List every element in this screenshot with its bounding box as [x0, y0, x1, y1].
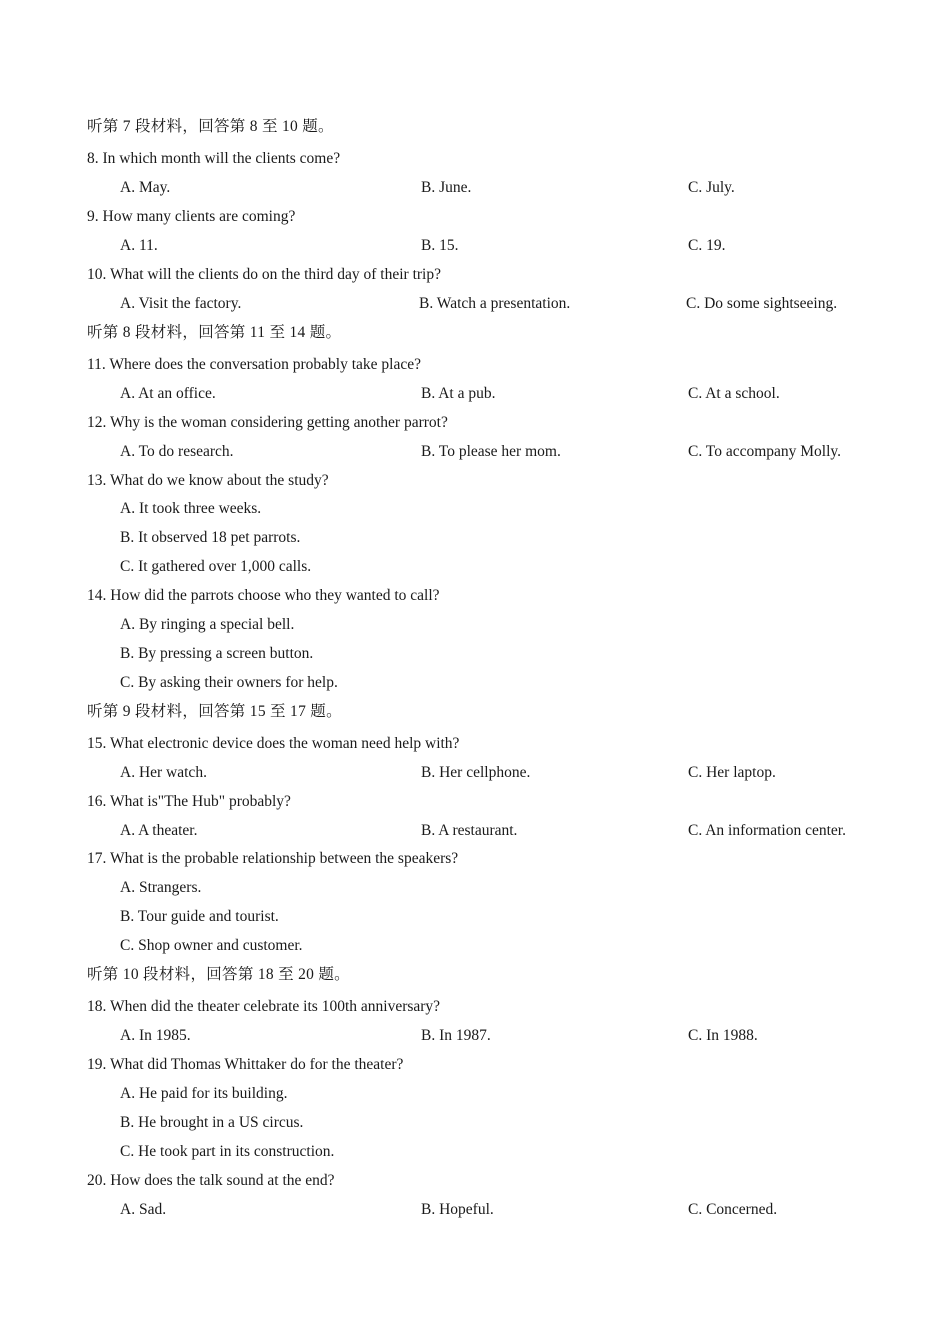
- question-9-option-c: C. 19.: [688, 237, 726, 254]
- question-9-option-a: A. 11.: [120, 237, 158, 254]
- question-20-option-c: C. Concerned.: [688, 1201, 778, 1218]
- question-19-option-b: B. He brought in a US circus.: [120, 1114, 304, 1131]
- section-heading-10: 听第 10 段材料，回答第 18 至 20 题。: [87, 966, 350, 983]
- question-13-stem: 13. What do we know about the study?: [87, 472, 329, 489]
- question-18-stem: 18. When did the theater celebrate its 100th anniversary?: [87, 998, 441, 1015]
- question-9-option-b: B. 15.: [421, 237, 459, 254]
- question-19-option-a: A. He paid for its building.: [120, 1085, 288, 1102]
- question-10-stem: 10. What will the clients do on the third day of their trip?: [87, 266, 441, 283]
- section-heading-9: 听第 9 段材料，回答第 15 至 17 题。: [87, 703, 342, 720]
- question-13-option-a: A. It took three weeks.: [120, 500, 262, 517]
- question-8-option-a: A. May.: [120, 179, 171, 196]
- question-11-option-c: C. At a school.: [688, 385, 780, 402]
- question-18-option-a: A. In 1985.: [120, 1027, 191, 1044]
- question-12-option-a: A. To do research.: [120, 443, 234, 460]
- question-15-option-a: A. Her watch.: [120, 764, 207, 781]
- question-10-option-a: A. Visit the factory.: [120, 295, 242, 312]
- question-14-option-a: A. By ringing a special bell.: [120, 616, 295, 633]
- section-heading-8: 听第 8 段材料，回答第 11 至 14 题。: [87, 324, 342, 341]
- question-17-option-c: C. Shop owner and customer.: [120, 937, 303, 954]
- section-heading-7: 听第 7 段材料，回答第 8 至 10 题。: [87, 118, 334, 135]
- question-10-option-c: C. Do some sightseeing.: [686, 295, 838, 312]
- question-20-option-b: B. Hopeful.: [421, 1201, 494, 1218]
- question-16-option-a: A. A theater.: [120, 822, 198, 839]
- question-13-option-b: B. It observed 18 pet parrots.: [120, 529, 301, 546]
- question-15-option-c: C. Her laptop.: [688, 764, 776, 781]
- question-15-option-b: B. Her cellphone.: [421, 764, 531, 781]
- question-20-stem: 20. How does the talk sound at the end?: [87, 1172, 335, 1189]
- question-8-option-c: C. July.: [688, 179, 735, 196]
- question-20-option-a: A. Sad.: [120, 1201, 167, 1218]
- question-9-stem: 9. How many clients are coming?: [87, 208, 296, 225]
- question-14-stem: 14. How did the parrots choose who they wanted to call?: [87, 587, 440, 604]
- question-18-option-b: B. In 1987.: [421, 1027, 491, 1044]
- question-12-option-c: C. To accompany Molly.: [688, 443, 842, 460]
- question-12-stem: 12. Why is the woman considering getting another parrot?: [87, 414, 448, 431]
- question-8-option-b: B. June.: [421, 179, 472, 196]
- question-10-option-b: B. Watch a presentation.: [419, 295, 571, 312]
- question-8-stem: 8. In which month will the clients come?: [87, 150, 341, 167]
- question-17-option-a: A. Strangers.: [120, 879, 202, 896]
- question-17-stem: 17. What is the probable relationship between the speakers?: [87, 850, 459, 867]
- question-12-option-b: B. To please her mom.: [421, 443, 561, 460]
- question-14-option-b: B. By pressing a screen button.: [120, 645, 314, 662]
- question-11-option-b: B. At a pub.: [421, 385, 496, 402]
- question-17-option-b: B. Tour guide and tourist.: [120, 908, 279, 925]
- question-11-stem: 11. Where does the conversation probably take place?: [87, 356, 421, 373]
- question-11-option-a: A. At an office.: [120, 385, 216, 402]
- question-13-option-c: C. It gathered over 1,000 calls.: [120, 558, 312, 575]
- question-19-stem: 19. What did Thomas Whittaker do for the theater?: [87, 1056, 404, 1073]
- question-15-stem: 15. What electronic device does the woman need help with?: [87, 735, 460, 752]
- question-14-option-c: C. By asking their owners for help.: [120, 674, 338, 691]
- question-18-option-c: C. In 1988.: [688, 1027, 758, 1044]
- question-16-option-c: C. An information center.: [688, 822, 846, 839]
- question-16-option-b: B. A restaurant.: [421, 822, 518, 839]
- question-19-option-c: C. He took part in its construction.: [120, 1143, 335, 1160]
- question-16-stem: 16. What is"The Hub" probably?: [87, 793, 291, 810]
